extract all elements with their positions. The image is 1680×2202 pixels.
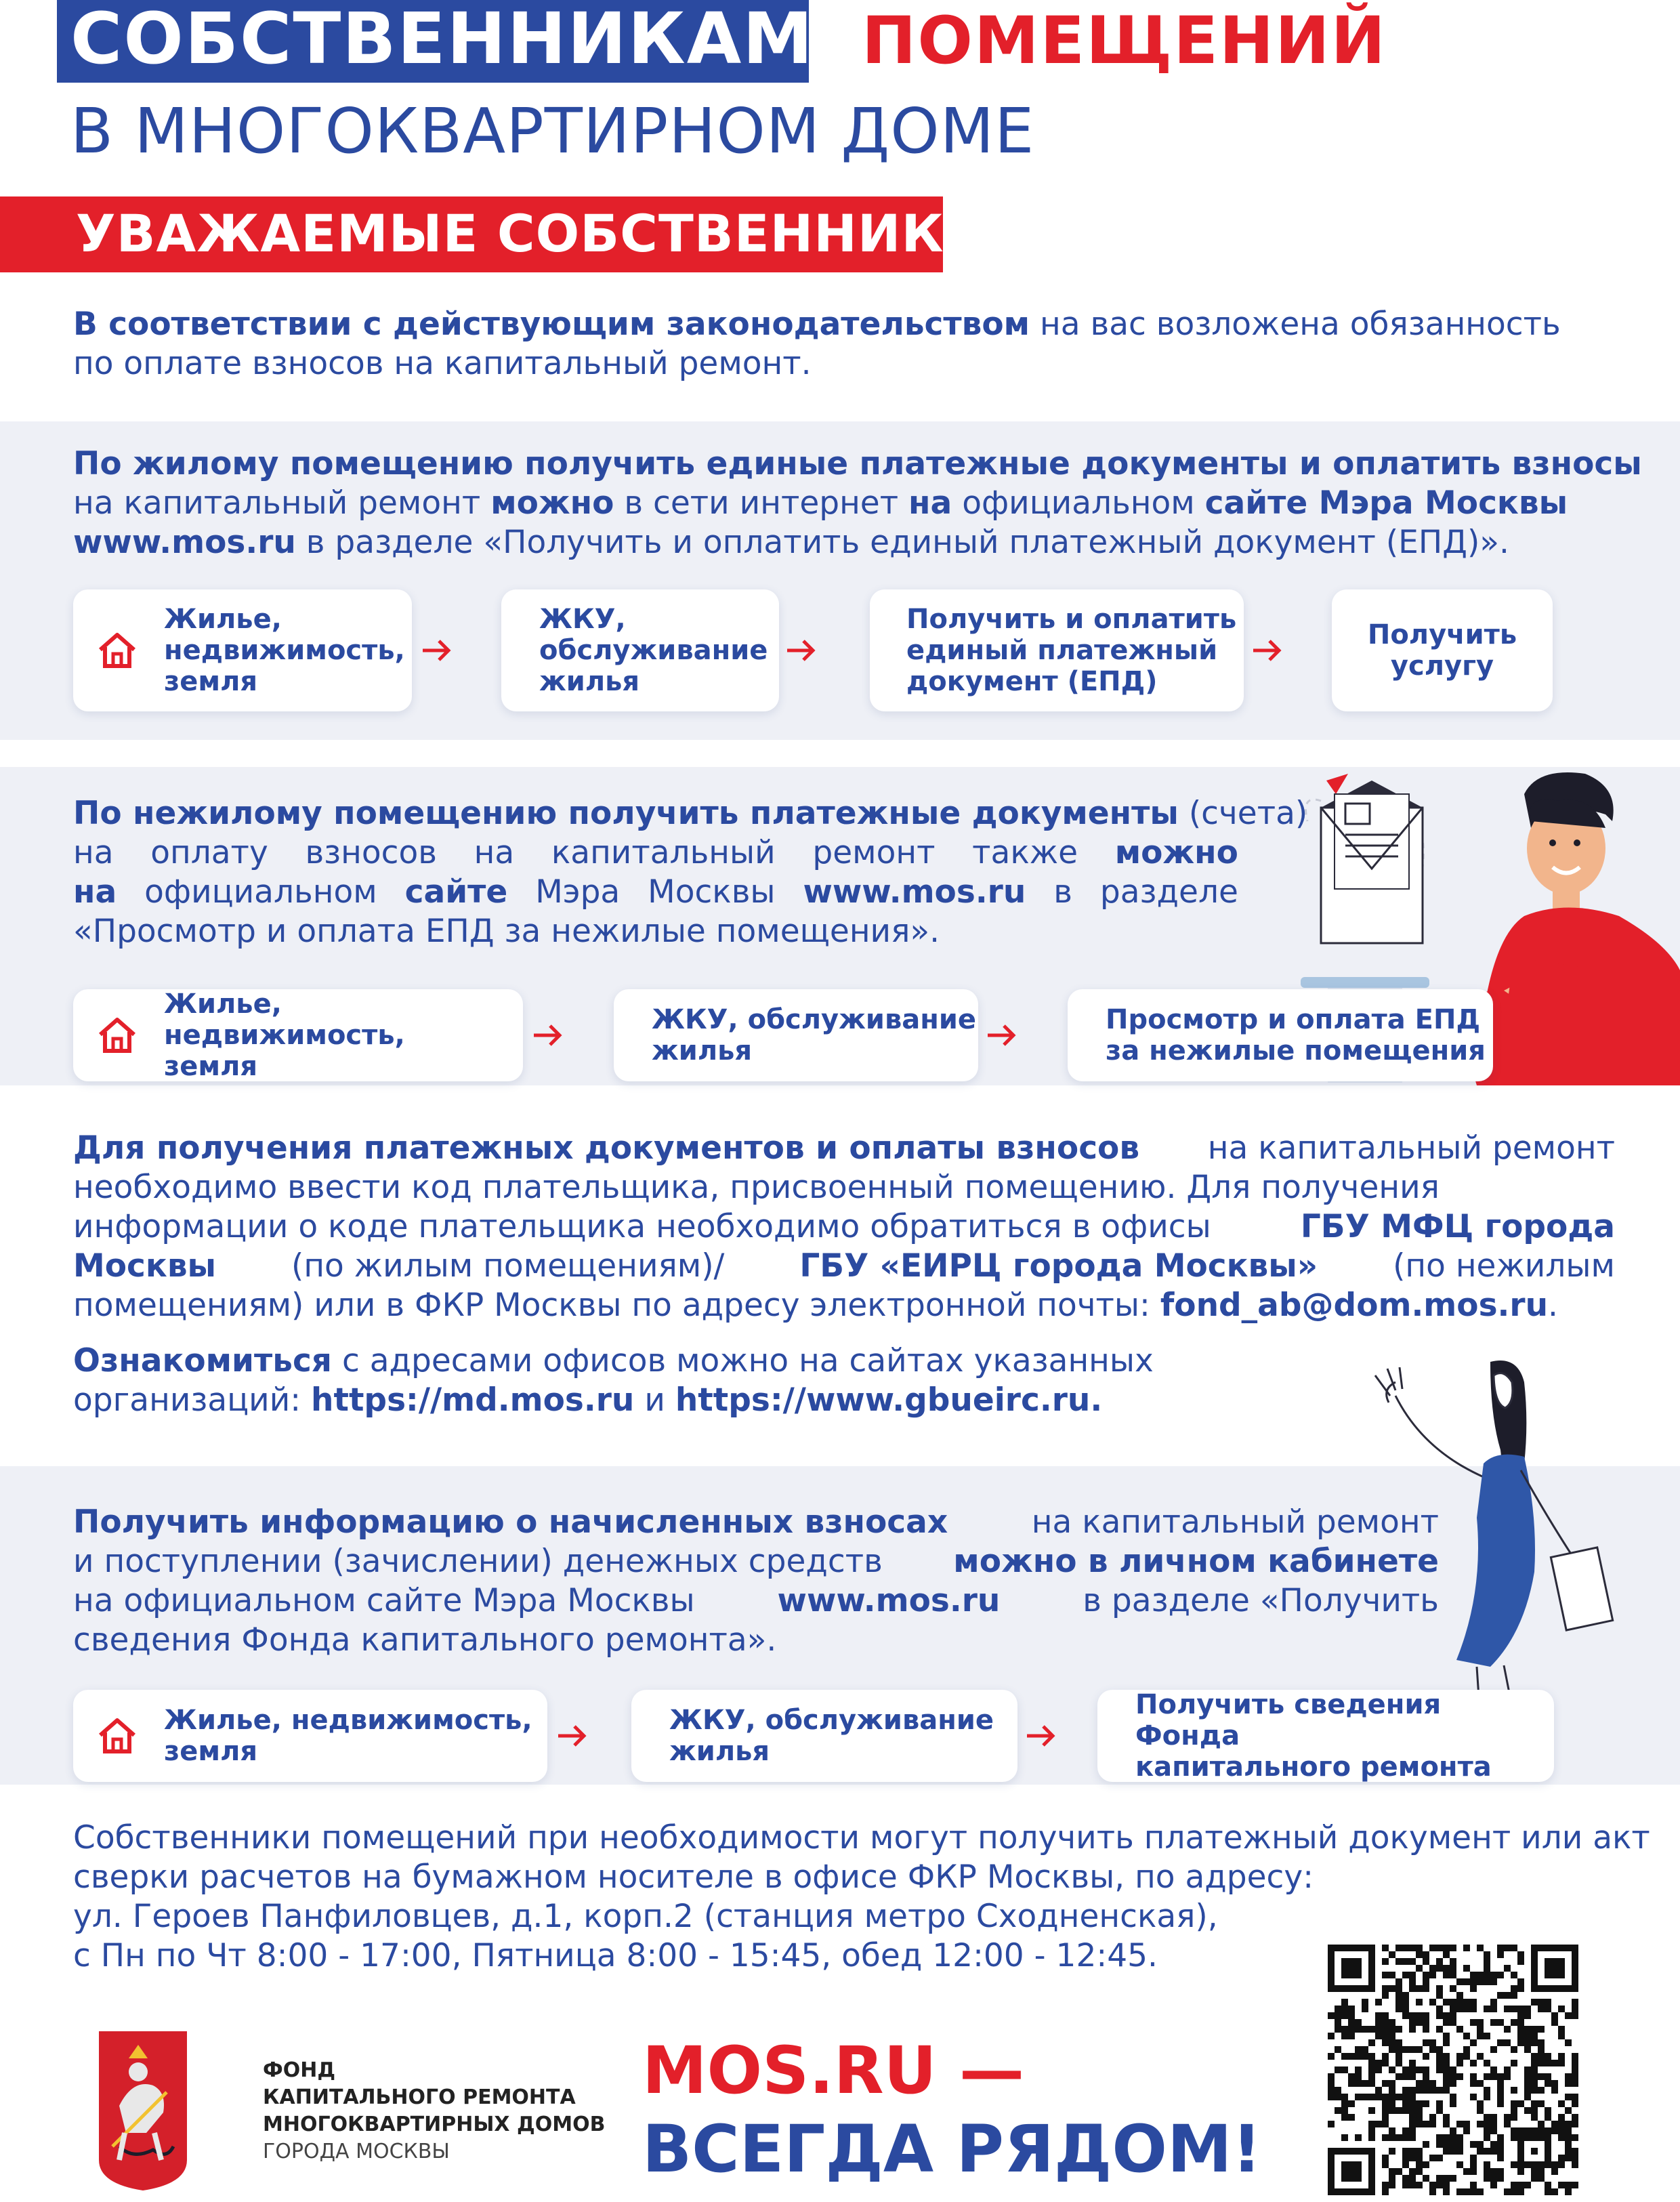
- s1-step-zhku[interactable]: ЖКУ, обслуживание жилья: [501, 589, 779, 711]
- s1-step-epd[interactable]: Получить и оплатить единый платежный документ (ЕПД): [870, 589, 1244, 711]
- arrow-right-icon: [1026, 1722, 1057, 1749]
- moscow-coat-of-arms-icon: [99, 2031, 187, 2190]
- s2-step-zhku[interactable]: ЖКУ, обслуживание жилья: [614, 989, 978, 1081]
- arrow-right-icon: [557, 1722, 588, 1749]
- arrow-right-icon: [421, 637, 453, 664]
- arrow-right-icon: [1252, 637, 1283, 664]
- qr-code[interactable]: [1328, 1945, 1578, 2195]
- section5-paragraph: Собственники помещений при необходимости могут получить платежный документ или акт сверки расчетов на бумажном носителе в офисе ФКР Москвы, по адресу:: [73, 1819, 1650, 1896]
- title-subtitle: В МНОГОКВАРТИРНОМ ДОМЕ: [70, 95, 1035, 167]
- intro-bold: В соответствии с действующим законодательством: [73, 306, 1030, 343]
- arrow-right-icon: [786, 637, 817, 664]
- slogan-line2: ВСЕГДА РЯДОМ!: [642, 2111, 1262, 2187]
- s1-step-service[interactable]: Получить услугу: [1332, 589, 1553, 711]
- s2-step-epd-nonresidential[interactable]: Просмотр и оплата ЕПД за нежилые помещения: [1068, 989, 1493, 1081]
- arrow-right-icon: [532, 1022, 564, 1049]
- s4-step-home[interactable]: Жилье, недвижимость, земля: [73, 1690, 547, 1782]
- gbueirc-link[interactable]: https://www.gbueirc.ru.: [675, 1382, 1103, 1419]
- intro-rest: на вас возложена обязанность: [1040, 306, 1561, 343]
- slogan: [642, 2031, 1261, 2188]
- mos-link[interactable]: www.mos.ru: [73, 524, 296, 561]
- fund-name: ФОНД КАПИТАЛЬНОГО РЕМОНТА МНОГОКВАРТИРНЫХ ДОМОВ ГОРОДА МОСКВЫ: [263, 2058, 606, 2163]
- email-link[interactable]: fond_ab@dom.mos.ru: [1160, 1287, 1549, 1324]
- home-icon: [96, 1716, 138, 1756]
- section3-offices: Ознакомиться с адресами офисов можно на сайтах указанных организаций: https://md.mos.ru и https://www.gbueirc.ru.: [73, 1342, 1154, 1419]
- s4-step-zhku[interactable]: ЖКУ, обслуживание жилья: [631, 1690, 1017, 1782]
- greeting-banner: [0, 196, 1012, 272]
- intro-paragraph: [73, 305, 1561, 383]
- section2-paragraph: По нежилому помещению получить платежные документы (счета) на оплату взносов на капитальный ремонт также можно на официальном сайте Мэра Москвы www.mos.ru в разделе «Просмотр и оплата ЕПД за нежилые помещения».: [73, 795, 1308, 950]
- title-main: СОБСТВЕННИКАМ: [70, 0, 814, 80]
- s2-step-home[interactable]: Жилье, недвижимость, земля: [73, 989, 523, 1081]
- intro-line2: по оплате взносов на капитальный ремонт.: [73, 345, 812, 382]
- md-link[interactable]: https://md.mos.ru: [311, 1382, 635, 1419]
- mos-link[interactable]: www.mos.ru: [777, 1582, 1001, 1619]
- title-box: [57, 0, 814, 83]
- s1-line1: По жилому помещению получить единые платежные документы и оплатить взносы: [73, 445, 1642, 482]
- arrow-right-icon: [986, 1022, 1017, 1049]
- home-icon: [96, 1016, 138, 1055]
- s1-step-home[interactable]: Жилье, недвижимость, земля: [73, 589, 412, 711]
- section4-paragraph: Получить информацию о начисленных взносах на капитальный ремонт и поступлении (зачислении) денежных средств можно в личном кабинете на официальном сайте Мэра Москвы www.mos.ru в разделе «Получить сведения Фонда капитального ремонта».: [73, 1503, 1439, 1659]
- slogan-line1[interactable]: MOS.RU —: [642, 2033, 1025, 2108]
- section5-address: ул. Героев Панфиловцев, д.1, корп.2 (станция метро Сходненская), с Пн по Чт 8:00 - 17:00, Пятница 8:00 - 15:45, обед 12:00 - 12:45.: [73, 1898, 1218, 1974]
- home-icon: [96, 631, 138, 670]
- section1-paragraph: По жилому помещению получить единые платежные документы и оплатить взносы на капитальный ремонт можно в сети интернет на официальном сайте Мэра Москвы www.mos.ru в разделе «Получить и оплатить единый платежный документ (ЕПД)».: [73, 445, 1642, 561]
- section3-paragraph: Для получения платежных документов и оплаты взносов на капитальный ремонт необходимо ввести код плательщика, присвоенный помещению. Для получения информации о коде плательщика необходимо обратиться в офисы ГБУ МФЦ города Москвы (по жилым помещениям)/ ГБУ «ЕИРЦ города Москвы» (по нежилым помещениям) или в ФКР Москвы по адресу электронной почты: fond_ab@dom.mos.ru.: [73, 1129, 1615, 1324]
- s4-step-fund-info[interactable]: Получить сведения Фонда капитального ремонта: [1097, 1690, 1554, 1782]
- title-red: ПОМЕЩЕНИЙ: [862, 3, 1387, 79]
- greeting-text: УВАЖАЕМЫЕ СОБСТВЕННИКИ!: [76, 203, 1012, 264]
